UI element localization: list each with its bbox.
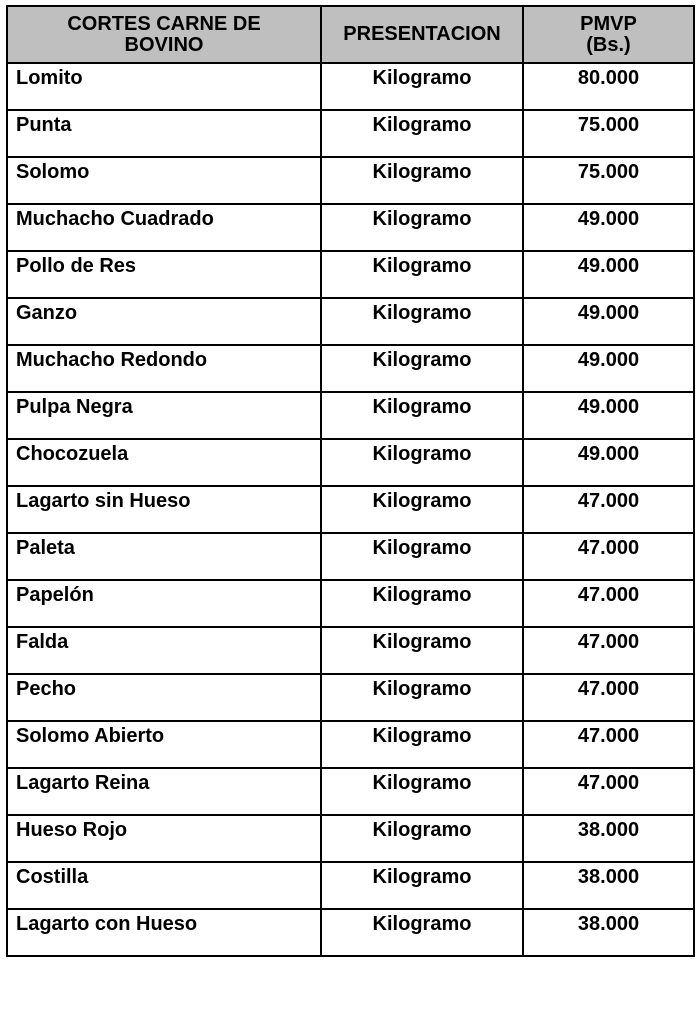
cell-price: 47.000 bbox=[523, 533, 694, 580]
cell-presentation: Kilogramo bbox=[321, 627, 523, 674]
table-row bbox=[7, 533, 694, 580]
cell-cut: Lagarto sin Hueso bbox=[7, 486, 321, 533]
cell-price: 38.000 bbox=[523, 909, 694, 956]
cell-cut: Lagarto con Hueso bbox=[7, 909, 321, 956]
table-row bbox=[7, 110, 694, 157]
table-row bbox=[7, 580, 694, 627]
cell-price: 47.000 bbox=[523, 627, 694, 674]
header-presentation: PRESENTACION bbox=[321, 6, 523, 63]
cell-presentation: Kilogramo bbox=[321, 768, 523, 815]
cell-presentation: Kilogramo bbox=[321, 345, 523, 392]
table-header bbox=[7, 6, 694, 63]
cell-price: 47.000 bbox=[523, 580, 694, 627]
cell-presentation: Kilogramo bbox=[321, 63, 523, 110]
cell-price: 49.000 bbox=[523, 204, 694, 251]
cell-presentation: Kilogramo bbox=[321, 486, 523, 533]
table-row bbox=[7, 862, 694, 909]
cell-cut: Muchacho Redondo bbox=[7, 345, 321, 392]
cell-cut: Hueso Rojo bbox=[7, 815, 321, 862]
cell-cut: Pulpa Negra bbox=[7, 392, 321, 439]
price-table bbox=[6, 5, 695, 957]
table-row bbox=[7, 627, 694, 674]
cell-price: 49.000 bbox=[523, 345, 694, 392]
cell-price: 75.000 bbox=[523, 157, 694, 204]
cell-presentation: Kilogramo bbox=[321, 298, 523, 345]
cell-price: 75.000 bbox=[523, 110, 694, 157]
table-row bbox=[7, 439, 694, 486]
cell-cut: Falda bbox=[7, 627, 321, 674]
cell-presentation: Kilogramo bbox=[321, 251, 523, 298]
cell-presentation: Kilogramo bbox=[321, 909, 523, 956]
cell-presentation: Kilogramo bbox=[321, 815, 523, 862]
header-price: PMVP (Bs.) bbox=[523, 6, 694, 63]
header-row bbox=[7, 6, 694, 63]
cell-price: 47.000 bbox=[523, 486, 694, 533]
table-row bbox=[7, 63, 694, 110]
table-row bbox=[7, 909, 694, 956]
cell-price: 47.000 bbox=[523, 674, 694, 721]
header-cut: CORTES CARNE DE BOVINO bbox=[7, 6, 321, 63]
cell-presentation: Kilogramo bbox=[321, 674, 523, 721]
cell-cut: Chocozuela bbox=[7, 439, 321, 486]
cell-cut: Pollo de Res bbox=[7, 251, 321, 298]
table-row bbox=[7, 674, 694, 721]
cell-cut: Costilla bbox=[7, 862, 321, 909]
table-row bbox=[7, 486, 694, 533]
cell-price: 49.000 bbox=[523, 439, 694, 486]
table-row bbox=[7, 815, 694, 862]
cell-presentation: Kilogramo bbox=[321, 157, 523, 204]
cell-cut: Lomito bbox=[7, 63, 321, 110]
cell-price: 38.000 bbox=[523, 862, 694, 909]
table-row bbox=[7, 768, 694, 815]
table-row bbox=[7, 251, 694, 298]
cell-cut: Paleta bbox=[7, 533, 321, 580]
cell-presentation: Kilogramo bbox=[321, 533, 523, 580]
table-row bbox=[7, 345, 694, 392]
cell-price: 47.000 bbox=[523, 768, 694, 815]
table-row bbox=[7, 204, 694, 251]
cell-cut: Lagarto Reina bbox=[7, 768, 321, 815]
cell-presentation: Kilogramo bbox=[321, 392, 523, 439]
cell-cut: Papelón bbox=[7, 580, 321, 627]
cell-presentation: Kilogramo bbox=[321, 721, 523, 768]
cell-cut: Punta bbox=[7, 110, 321, 157]
cell-price: 47.000 bbox=[523, 721, 694, 768]
table-row bbox=[7, 721, 694, 768]
cell-presentation: Kilogramo bbox=[321, 439, 523, 486]
cell-price: 49.000 bbox=[523, 392, 694, 439]
cell-presentation: Kilogramo bbox=[321, 204, 523, 251]
cell-price: 80.000 bbox=[523, 63, 694, 110]
cell-presentation: Kilogramo bbox=[321, 580, 523, 627]
table-row bbox=[7, 157, 694, 204]
cell-presentation: Kilogramo bbox=[321, 110, 523, 157]
cell-cut: Ganzo bbox=[7, 298, 321, 345]
cell-cut: Muchacho Cuadrado bbox=[7, 204, 321, 251]
table-row bbox=[7, 298, 694, 345]
cell-cut: Pecho bbox=[7, 674, 321, 721]
table-body bbox=[7, 63, 694, 956]
cell-cut: Solomo Abierto bbox=[7, 721, 321, 768]
cell-presentation: Kilogramo bbox=[321, 862, 523, 909]
cell-price: 49.000 bbox=[523, 298, 694, 345]
cell-cut: Solomo bbox=[7, 157, 321, 204]
table-row bbox=[7, 392, 694, 439]
cell-price: 49.000 bbox=[523, 251, 694, 298]
cell-price: 38.000 bbox=[523, 815, 694, 862]
